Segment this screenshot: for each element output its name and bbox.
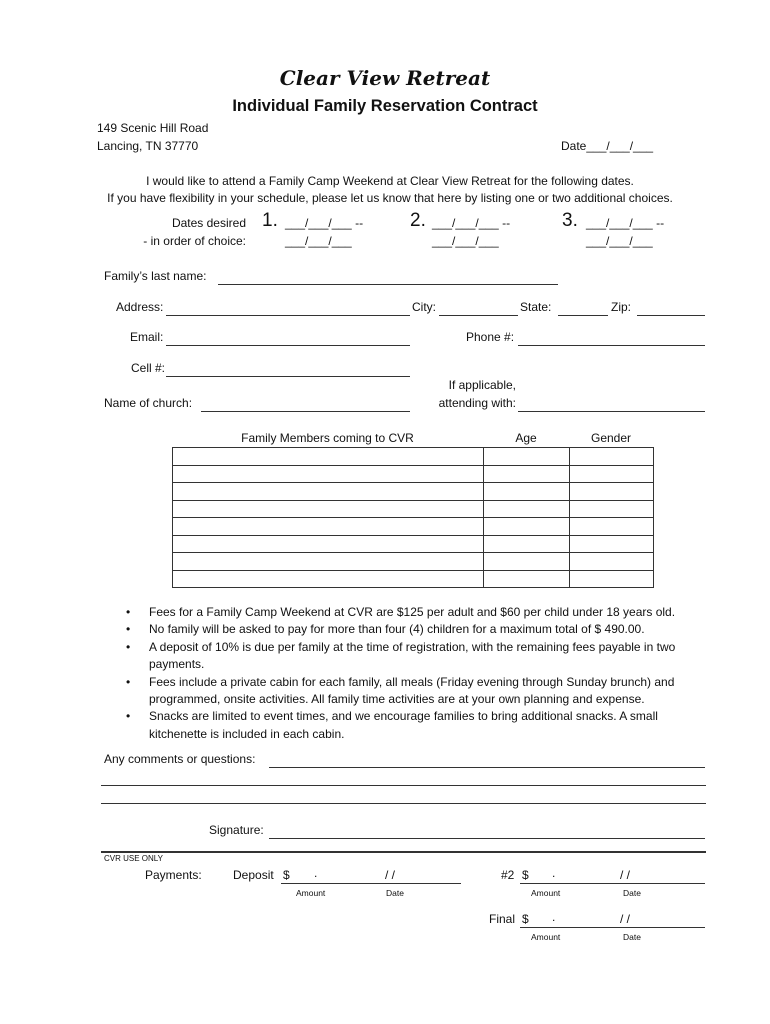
member-gender-cell[interactable] (570, 518, 654, 536)
member-gender-cell[interactable] (570, 553, 654, 571)
choice-3-start[interactable]: ___/___/___ -- (586, 216, 665, 230)
attending-label-2: attending with: (438, 396, 516, 410)
last-name-input[interactable] (218, 284, 558, 285)
member-name-cell[interactable] (173, 570, 484, 588)
attending-label-1: If applicable, (448, 378, 516, 392)
signature-input[interactable] (269, 838, 705, 839)
choice-1-start[interactable]: ___/___/___ -- (285, 216, 364, 230)
col-header-members: Family Members coming to CVR (241, 431, 414, 445)
cvr-use-only-label: CVR USE ONLY (104, 854, 163, 863)
family-members-table (172, 447, 654, 588)
page-subtitle: Individual Family Reservation Contract (232, 97, 538, 115)
table-row (173, 448, 654, 466)
list-item: • Fees include a private cabin for each family, all meals (Friday evening through Sunday brunch) and programmed, onsite activities. All family time activities are at your own planning and expense. (126, 674, 716, 709)
member-gender-cell[interactable] (570, 483, 654, 501)
state-input[interactable] (558, 315, 608, 316)
choice-3-number: 3. (562, 210, 578, 231)
payment-2-date-caption: Date (623, 888, 641, 898)
table-row (173, 483, 654, 501)
final-dot: . (552, 910, 556, 924)
col-header-age: Age (515, 431, 537, 445)
member-age-cell[interactable] (484, 553, 570, 571)
email-input[interactable] (166, 345, 410, 346)
member-age-cell[interactable] (484, 483, 570, 501)
signature-label: Signature: (209, 823, 264, 837)
comments-input-1[interactable] (269, 767, 705, 768)
member-name-cell[interactable] (173, 553, 484, 571)
fees-list (126, 604, 716, 743)
payment-2-input[interactable] (520, 883, 705, 884)
zip-label: Zip: (611, 300, 632, 314)
payment-2-date-slashes: / / (620, 868, 631, 882)
comments-input-2[interactable] (101, 785, 706, 786)
deposit-label: Deposit (233, 868, 274, 882)
table-row (173, 465, 654, 483)
phone-input[interactable] (518, 345, 705, 346)
city-label: City: (412, 300, 436, 314)
choice-2-number: 2. (410, 210, 426, 231)
address-label: Address: (116, 300, 164, 314)
deposit-date-caption: Date (386, 888, 404, 898)
payment-2-amount-caption: Amount (531, 888, 561, 898)
final-label: Final (489, 912, 516, 926)
deposit-input[interactable] (281, 883, 461, 884)
choice-2-end[interactable]: ___/___/___ (432, 234, 499, 248)
email-label: Email: (130, 330, 164, 344)
member-name-cell[interactable] (173, 483, 484, 501)
table-row (173, 553, 654, 571)
member-age-cell[interactable] (484, 465, 570, 483)
address-line-1: 149 Scenic Hill Road (97, 121, 209, 135)
choice-1-end[interactable]: ___/___/___ (285, 234, 352, 248)
city-input[interactable] (439, 315, 518, 316)
phone-label: Phone #: (466, 330, 515, 344)
list-item: • Snacks are limited to event times, and we encourage families to bring additional snacks. A small kitchenette is included in each cabin. (126, 708, 716, 743)
cell-input[interactable] (166, 376, 410, 377)
member-age-cell[interactable] (484, 570, 570, 588)
comments-label: Any comments or questions: (104, 752, 256, 766)
state-label: State: (520, 300, 552, 314)
deposit-amount-caption: Amount (296, 888, 326, 898)
member-gender-cell[interactable] (570, 448, 654, 466)
member-age-cell[interactable] (484, 535, 570, 553)
church-input[interactable] (201, 411, 410, 412)
list-item: • No family will be asked to pay for more than four (4) children for a maximum total of $ 490.00. (126, 621, 716, 638)
attending-input[interactable] (518, 411, 705, 412)
col-header-gender: Gender (590, 431, 632, 445)
member-age-cell[interactable] (484, 448, 570, 466)
table-row (173, 535, 654, 553)
office-divider (101, 851, 706, 853)
choice-1-number: 1. (262, 210, 278, 231)
member-name-cell[interactable] (173, 448, 484, 466)
choice-3-end[interactable]: ___/___/___ (586, 234, 653, 248)
date-field[interactable]: Date___/___/___ (561, 139, 654, 153)
member-gender-cell[interactable] (570, 535, 654, 553)
member-name-cell[interactable] (173, 465, 484, 483)
page-title: Clear View Retreat (279, 66, 491, 90)
deposit-dollar: $ (283, 868, 290, 882)
final-amount-caption: Amount (531, 932, 561, 942)
choice-2-start[interactable]: ___/___/___ -- (432, 216, 511, 230)
final-dollar: $ (522, 912, 529, 926)
payment-2-dot: . (552, 866, 556, 880)
final-date-caption: Date (623, 932, 641, 942)
zip-input[interactable] (637, 315, 705, 316)
member-gender-cell[interactable] (570, 570, 654, 588)
payment-2-dollar: $ (522, 868, 529, 882)
list-item: • Fees for a Family Camp Weekend at CVR are $125 per adult and $60 per child under 18 years old. (126, 604, 716, 621)
final-input[interactable] (520, 927, 705, 928)
list-item: • A deposit of 10% is due per family at the time of registration, with the remaining fees payable in two payments. (126, 639, 716, 674)
final-date-slashes: / / (620, 912, 631, 926)
address-line-2: Lancing, TN 37770 (97, 139, 199, 153)
member-age-cell[interactable] (484, 500, 570, 518)
table-row (173, 500, 654, 518)
church-label: Name of church: (104, 396, 193, 410)
table-row (173, 570, 654, 588)
payments-label: Payments: (145, 868, 202, 882)
deposit-dot: . (314, 866, 318, 880)
intro-line-2: If you have flexibility in your schedule, please let us know that here by listing one or two additional choices. (107, 191, 673, 205)
payment-2-label: #2 (501, 868, 515, 882)
member-age-cell[interactable] (484, 518, 570, 536)
comments-input-3[interactable] (101, 803, 706, 804)
member-name-cell[interactable] (173, 500, 484, 518)
address-input[interactable] (166, 315, 410, 316)
member-name-cell[interactable] (173, 518, 484, 536)
last-name-label: Family’s last name: (104, 269, 207, 283)
deposit-date-slashes: / / (385, 868, 396, 882)
table-row (173, 518, 654, 536)
dates-desired-label: Dates desired (171, 216, 246, 230)
member-gender-cell[interactable] (570, 500, 654, 518)
member-name-cell[interactable] (173, 535, 484, 553)
intro-line-1: I would like to attend a Family Camp Weekend at Clear View Retreat for the following dates. (146, 174, 634, 188)
cell-label: Cell #: (131, 361, 166, 375)
member-gender-cell[interactable] (570, 465, 654, 483)
dates-order-label: - in order of choice: (143, 234, 246, 248)
